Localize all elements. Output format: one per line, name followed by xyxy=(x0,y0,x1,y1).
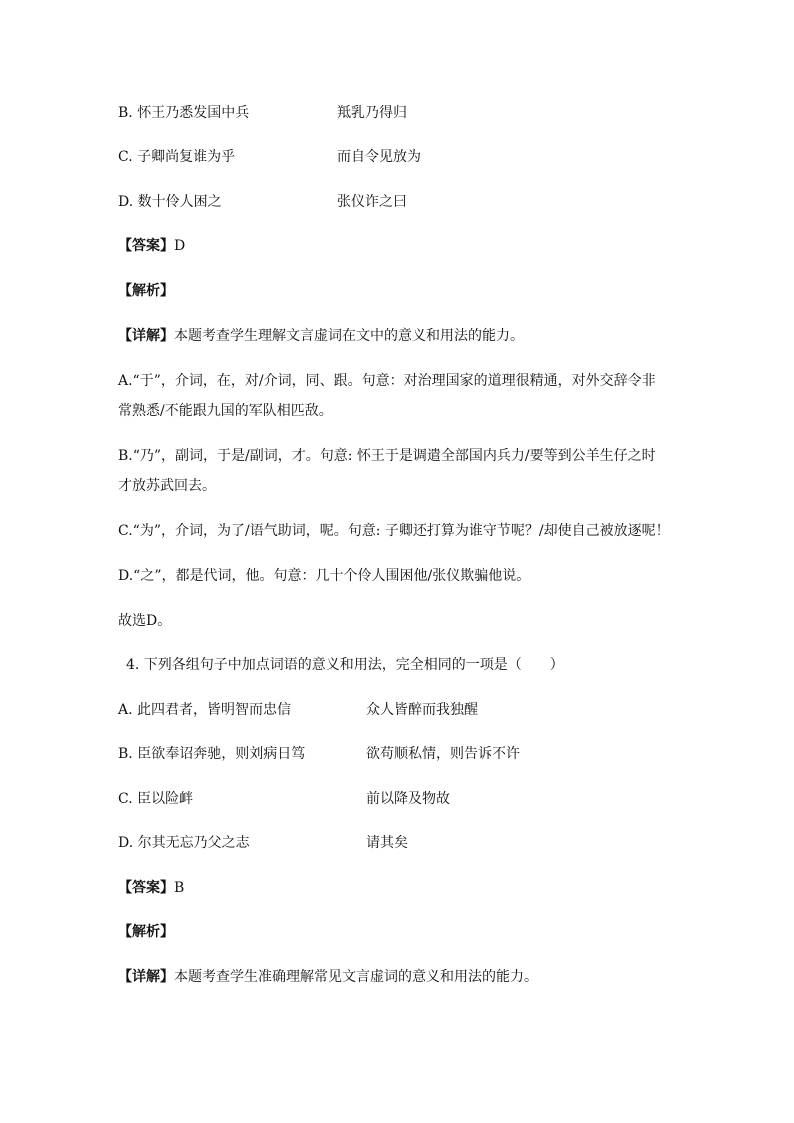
q3-option-d-left: D. 数十伶人困之 xyxy=(118,194,222,210)
q4-answer-value: B xyxy=(174,880,185,896)
q3-explain-b-line1: B.“乃”，副词，于是/副词，才。句意: 怀王于是调遣全部国内兵力/要等到公羊生仔之时 xyxy=(118,448,656,464)
q4-option-d-left: D. 尔其无忘乃父之志 xyxy=(118,835,250,851)
q4-option-c-right: 前以降及物故 xyxy=(366,791,450,807)
q3-explain-b-line2: 才放苏武回去。 xyxy=(118,478,216,494)
q3-answer-value: D xyxy=(174,238,186,254)
q3-detail xyxy=(118,326,524,346)
q4-option-c-left: C. 臣以险衅 xyxy=(118,791,194,807)
q4-analysis-label: 【解析】 xyxy=(118,924,174,940)
q3-option-c-left: C. 子卿尚复谁为乎 xyxy=(118,149,236,165)
q4-option-d-right: 请其矣 xyxy=(366,835,408,851)
q4-detail xyxy=(118,967,538,987)
q3-answer xyxy=(118,236,185,256)
q3-detail-label: 【详解】 xyxy=(118,328,174,344)
q4-answer xyxy=(118,878,184,898)
q4-option-b-right: 欲苟顺私情，则告诉不许 xyxy=(366,746,520,762)
q3-detail-text: 本题考查学生理解文言虚词在文中的意义和用法的能力。 xyxy=(174,328,524,344)
q4-option-b-left: B. 臣欲奉诏奔驰，则刘病日笃 xyxy=(118,746,306,762)
q3-explain-a-line1: A.“于”，介词，在，对/介词，同、跟。句意：对治理国家的道理很精通，对外交辞令非 xyxy=(118,373,656,389)
q3-option-d-right: 张仪诈之曰 xyxy=(337,194,407,210)
q3-answer-label: 【答案】 xyxy=(118,238,174,254)
q4-stem: 4. 下列各组句子中加点词语的意义和用法，完全相同的一项是（ ） xyxy=(126,657,564,673)
q4-detail-label: 【详解】 xyxy=(118,969,174,985)
q3-explain-d: D.“之”，都是代词，他。句意：几十个伶人围困他/张仪欺骗他说。 xyxy=(118,568,531,584)
q4-option-a-left: A. 此四君者，皆明智而忠信 xyxy=(118,702,292,718)
q3-option-c-right: 而自令见放为 xyxy=(337,149,421,165)
q3-explain-c: C.“为”，介词，为了/语气助词，呢。句意: 子卿还打算为谁守节呢？/却使自己被放逐呢！ xyxy=(118,523,670,539)
q3-explain-a-line2: 常熟悉/不能跟九国的军队相匹敌。 xyxy=(118,403,333,419)
q4-option-a-right: 众人皆醉而我独醒 xyxy=(366,702,478,718)
q3-analysis-label: 【解析】 xyxy=(118,283,174,299)
q3-option-b-right: 羝乳乃得归 xyxy=(337,105,407,121)
q3-option-b-left: B. 怀王乃悉发国中兵 xyxy=(118,105,250,121)
q3-conclusion: 故选D。 xyxy=(118,613,172,629)
q4-answer-label: 【答案】 xyxy=(118,880,174,896)
q4-detail-text: 本题考查学生准确理解常见文言虚词的意义和用法的能力。 xyxy=(174,969,538,985)
